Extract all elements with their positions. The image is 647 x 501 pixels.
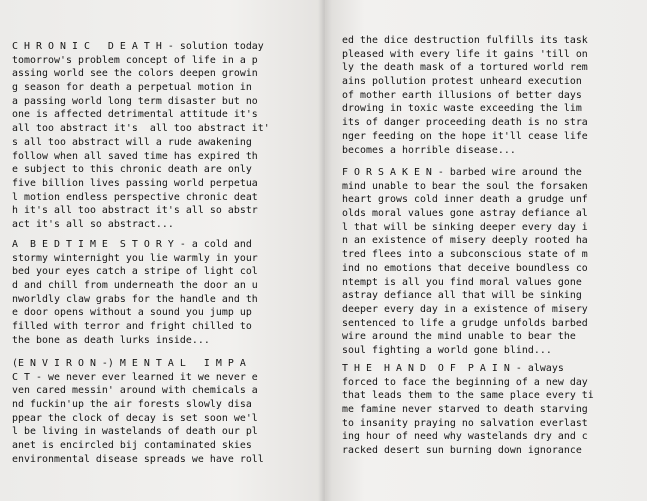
text-line: me famine never starved to death starving bbox=[342, 404, 588, 416]
text-line: A B E D T I M E S T O R Y - a cold and bbox=[12, 239, 252, 250]
text-line: assing world see the colors deepen growin bbox=[12, 68, 258, 80]
text-line: ind no emotions that deceive boundless co bbox=[342, 262, 588, 274]
text-line: C T - we never ever learned it we never e bbox=[12, 371, 258, 383]
text-line: anet is encircled bij contaminated skies bbox=[12, 440, 252, 452]
text-line: e door opens without a sound you jump up bbox=[12, 307, 252, 319]
text-line: environmental disease spreads we have roll bbox=[12, 453, 264, 465]
bedtime-story-section bbox=[12, 238, 258, 348]
text-line: to insanity praying no salvation everlast bbox=[342, 417, 588, 429]
text-line: heart grows cold inner death a grudge unf bbox=[342, 194, 588, 206]
page-gutter bbox=[318, 0, 332, 501]
text-line: sentenced to life a grudge unfolds barbed bbox=[342, 317, 588, 329]
text-line: e subject to this chronic death are only bbox=[12, 164, 252, 176]
environmental-impact-section bbox=[12, 357, 264, 467]
text-line: s all too abstract will a rude awakening bbox=[12, 136, 252, 148]
text-line: act it's all so abstract... bbox=[12, 218, 174, 230]
right-page bbox=[326, 0, 647, 501]
text-line: soul fighting a world gone blind... bbox=[342, 344, 552, 356]
text-line: l that will be sinking deeper every day i bbox=[342, 221, 588, 233]
text-line: T H E H A N D O F P A I N - always bbox=[342, 363, 564, 374]
text-line: C H R O N I C D E A T H - solution today bbox=[12, 41, 264, 52]
text-line: follow when all saved time has expired th bbox=[12, 150, 258, 162]
text-line: filled with terror and fright chilled to bbox=[12, 321, 252, 333]
text-line: ing hour of need why wastelands dry and c bbox=[342, 431, 588, 443]
text-line: n an existence of misery deeply rooted ha bbox=[342, 235, 588, 247]
text-line: drowing in toxic waste exceeding the lim bbox=[342, 103, 582, 115]
text-line: the bone as death lurks inside... bbox=[12, 334, 210, 346]
text-line: that leads them to the same place every ti bbox=[342, 390, 594, 402]
text-line: wire around the mind unable to bear the bbox=[342, 331, 576, 343]
text-line: forced to face the beginning of a new day bbox=[342, 376, 588, 388]
text-line: its of danger proceeding death is no stra bbox=[342, 117, 588, 129]
text-line: h it's all too abstract it's all so abstr bbox=[12, 205, 258, 217]
text-line: F O R S A K E N - barbed wire around the bbox=[342, 167, 582, 178]
chronic-death-section bbox=[12, 40, 270, 232]
text-line: bed your eyes catch a stripe of light col bbox=[12, 266, 258, 278]
text-line: ntempt is all you find moral values gone bbox=[342, 276, 582, 288]
text-line: mind unable to bear the soul the forsaken bbox=[342, 180, 588, 192]
text-line: ains pollution protest unheard execution bbox=[342, 76, 582, 88]
environmental-impact-continued-section bbox=[342, 34, 588, 157]
text-line: five billion lives passing world perpetua bbox=[12, 177, 258, 189]
text-line: ly the death mask of a tortured world rem bbox=[342, 62, 588, 74]
text-line: becomes a horrible disease... bbox=[342, 144, 516, 156]
text-line: tomorrow's problem concept of life in a p bbox=[12, 54, 258, 66]
text-line: all too abstract it's all too abstract it' bbox=[12, 123, 270, 135]
text-line: g season for death a perpetual motion in bbox=[12, 82, 252, 94]
text-line: of mother earth illusions of better days bbox=[342, 89, 582, 101]
text-line: nger feeding on the hope it'll cease life bbox=[342, 130, 588, 142]
text-line: l motion endless perspective chronic deat bbox=[12, 191, 258, 203]
forsaken-section bbox=[342, 166, 588, 358]
text-line: a passing world long term disaster but no bbox=[12, 95, 258, 107]
text-line: stormy winternight you lie warmly in your bbox=[12, 252, 258, 264]
text-line: d and chill from underneath the door an u bbox=[12, 280, 258, 292]
hand-of-pain-section bbox=[342, 362, 594, 458]
text-line: astray defiance all that will be sinking bbox=[342, 290, 582, 302]
text-line: deeper every day in a existence of misery bbox=[342, 303, 588, 315]
text-line: olds moral values gone astray defiance al bbox=[342, 208, 588, 220]
text-line: nworldly claw grabs for the handle and th bbox=[12, 293, 258, 305]
text-line: l be living in wastelands of death our pl bbox=[12, 426, 258, 438]
text-line: pleased with every life it gains 'till on bbox=[342, 48, 588, 60]
text-line: tred flees into a subconscious state of m bbox=[342, 249, 588, 261]
text-line: one is affected detrimental attitude it's bbox=[12, 109, 258, 121]
text-line: ed the dice destruction fulfills its task bbox=[342, 35, 588, 46]
text-line: ven cared messin' around with chemicals a bbox=[12, 385, 258, 397]
text-line: (E N V I R O N -) M E N T A L I M P A bbox=[12, 358, 246, 369]
text-line: nd fuckin'up the air forests slowly disa bbox=[12, 399, 252, 411]
text-line: racked desert sun burning down ignorance bbox=[342, 445, 582, 457]
text-line: ppear the clock of decay is set soon we'l bbox=[12, 412, 258, 424]
